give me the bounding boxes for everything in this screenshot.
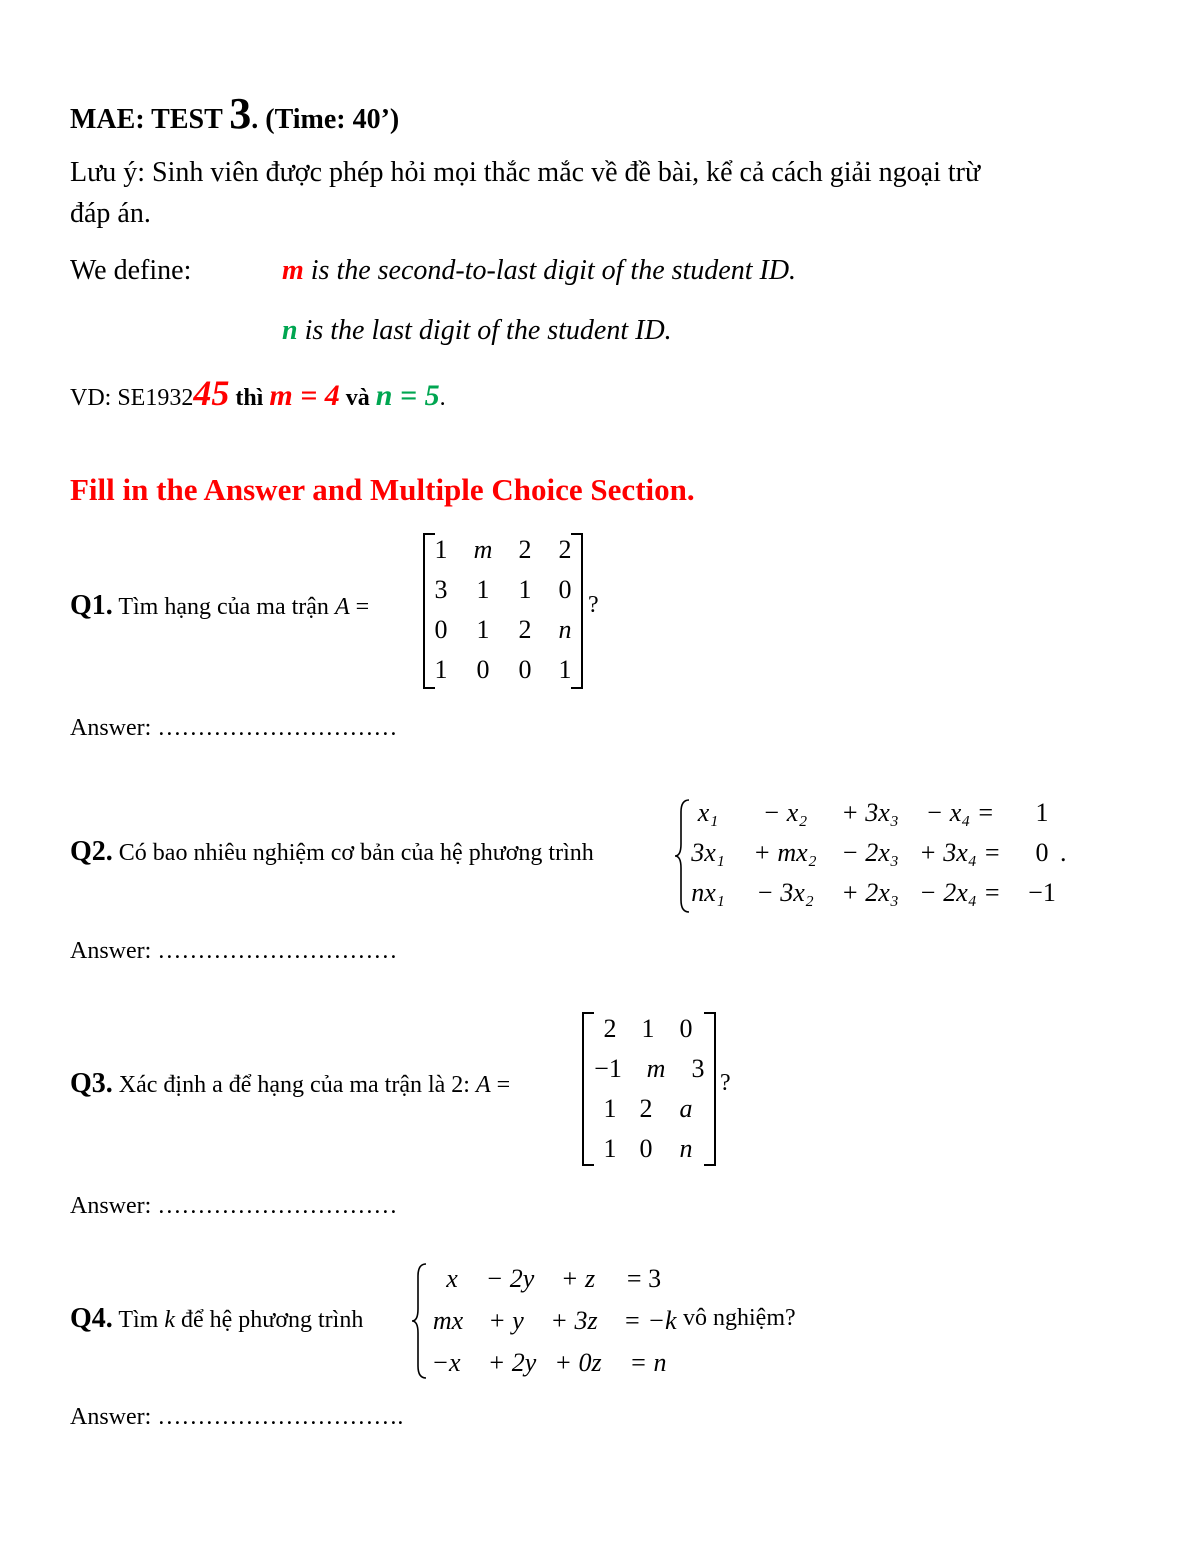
q1-cell: 1 xyxy=(558,655,572,684)
note-line-2: đáp án. xyxy=(70,198,151,229)
q3-text: Xác định a để hạng của ma trận là 2: xyxy=(112,1072,476,1098)
q3-var: A xyxy=(475,1072,491,1098)
q3-answer: Answer: ………………………… xyxy=(70,1193,398,1219)
example-thi: thì xyxy=(229,385,270,411)
q4-term: = n xyxy=(629,1348,667,1377)
m-variable: m xyxy=(282,255,304,286)
q3-cell: 1 xyxy=(603,1094,617,1123)
q4-answer: Answer: …………………………. xyxy=(70,1404,404,1430)
q2-term: nx₁ xyxy=(691,878,725,907)
q1-cell: 1 xyxy=(434,535,448,564)
define-n xyxy=(282,315,672,347)
q3-cell: a xyxy=(679,1094,693,1123)
q1-answer: Answer: ………………………… xyxy=(70,715,398,741)
q4-system xyxy=(428,1264,688,1380)
example-n-value: n = 5 xyxy=(375,379,440,412)
q2-term: − 2x₄ = xyxy=(919,878,1001,907)
q2-term: + 3x₃ xyxy=(841,798,899,827)
q4-var: k xyxy=(164,1307,175,1333)
q3-matrix xyxy=(582,1012,716,1166)
q2-term: 1 xyxy=(1035,798,1049,827)
q4-term: = −k xyxy=(623,1306,677,1335)
q1-cell: 0 xyxy=(558,575,572,604)
q4-brace xyxy=(410,1262,430,1380)
q1-cell: 1 xyxy=(476,575,490,604)
q1-cell: 1 xyxy=(518,575,532,604)
q2-label: Q2. xyxy=(70,836,113,867)
q1-cell: 1 xyxy=(434,655,448,684)
example-line xyxy=(70,372,446,414)
q4-term: + 3z xyxy=(550,1306,598,1335)
q1-question-mark: ? xyxy=(588,592,599,618)
q2-term: 0 xyxy=(1035,838,1049,867)
q4-term: + y xyxy=(488,1306,524,1335)
q3-cell: 1 xyxy=(641,1014,655,1043)
q2-system xyxy=(690,798,1070,914)
q3-cell: 3 xyxy=(691,1054,705,1083)
q4-text-before: Tìm xyxy=(112,1307,165,1333)
q2-term: − x₂ xyxy=(762,798,808,827)
q1-cell: m xyxy=(473,535,493,564)
q4-end: vô nghiệm? xyxy=(683,1305,796,1331)
q2-term: −1 xyxy=(1028,878,1056,907)
q2-term: − x₄ = xyxy=(925,798,995,827)
q1-label: Q1. xyxy=(70,590,113,621)
q1-cell: 2 xyxy=(518,535,532,564)
q2-term: + 2x₃ xyxy=(841,878,899,907)
q3-cell: 2 xyxy=(603,1014,617,1043)
example-m-value: m = 4 xyxy=(269,379,340,412)
q4-term: + z xyxy=(560,1264,596,1293)
example-va: và xyxy=(339,385,376,411)
q2-term: − 2x₃ xyxy=(841,838,899,867)
example-prefix: VD: SE1932 xyxy=(70,385,194,411)
q2-end: . xyxy=(1060,838,1067,867)
q3-cell: 1 xyxy=(603,1134,617,1163)
q1-cell: 0 xyxy=(518,655,532,684)
note-line-1: Lưu ý: Sinh viên được phép hỏi mọi thắc mắc về đề bài, kể cả cách giải ngoại trừ xyxy=(70,157,981,188)
q2-term: + mx₂ xyxy=(753,838,817,867)
test-number: 3 xyxy=(229,89,252,138)
q4-text-after: để hệ phương trình xyxy=(175,1307,364,1333)
q2-term: − 3x₂ xyxy=(756,878,814,907)
q4-term: + 0z xyxy=(554,1348,602,1377)
q1-cell: 0 xyxy=(476,655,490,684)
q4-term: + 2y xyxy=(487,1348,537,1377)
q4-term: −x xyxy=(431,1348,461,1377)
q1-prompt xyxy=(70,590,369,622)
q1-text: Tìm hạng của ma trận xyxy=(112,594,335,620)
q2-answer: Answer: ………………………… xyxy=(70,938,398,964)
title-suffix: . (Time: 40’) xyxy=(251,104,400,135)
q4-label: Q4. xyxy=(70,1303,113,1334)
q3-cell: 2 xyxy=(639,1094,653,1123)
q4-term: x xyxy=(446,1264,458,1293)
q2-text: Có bao nhiêu nghiệm cơ bản của hệ phương trình xyxy=(112,840,594,866)
q3-cell: m xyxy=(646,1054,666,1083)
section-title: Fill in the Answer and Multiple Choice Section. xyxy=(70,472,695,507)
q2-term: + 3x₄ = xyxy=(919,838,1001,867)
q1-var: A xyxy=(334,594,350,620)
q1-cell: 2 xyxy=(558,535,572,564)
q4-term: = 3 xyxy=(626,1264,662,1293)
page-title xyxy=(70,88,399,139)
q1-cell: n xyxy=(558,615,572,644)
q1-eq: = xyxy=(349,594,370,620)
q1-cell: 3 xyxy=(434,575,448,604)
q4-term: mx xyxy=(432,1306,464,1335)
q3-label: Q3. xyxy=(70,1068,113,1099)
q2-term: x₁ xyxy=(697,798,719,827)
q2-term: 3x₁ xyxy=(691,838,725,867)
q3-cell: −1 xyxy=(594,1054,622,1083)
q2-prompt xyxy=(70,836,594,868)
q3-question-mark: ? xyxy=(720,1070,731,1096)
q4-prompt xyxy=(70,1303,363,1335)
q3-prompt xyxy=(70,1068,510,1100)
q3-cell: 0 xyxy=(639,1134,653,1163)
q1-cell: 1 xyxy=(476,615,490,644)
title-prefix: MAE: TEST xyxy=(70,104,230,135)
n-variable: n xyxy=(282,315,298,346)
define-label: We define: xyxy=(70,255,192,286)
example-digits: 45 xyxy=(193,373,230,413)
q1-matrix xyxy=(423,533,583,689)
q1-cell: 2 xyxy=(518,615,532,644)
q1-cell: 0 xyxy=(434,615,448,644)
example-dot: . xyxy=(439,385,446,411)
q3-cell: 0 xyxy=(679,1014,693,1043)
n-definition: is the last digit of the student ID. xyxy=(297,315,672,346)
q3-eq: = xyxy=(490,1072,511,1098)
m-definition: is the second-to-last digit of the student ID. xyxy=(303,255,797,286)
define-m xyxy=(282,255,796,287)
q4-term: − 2y xyxy=(485,1264,535,1293)
q3-cell: n xyxy=(679,1134,693,1163)
